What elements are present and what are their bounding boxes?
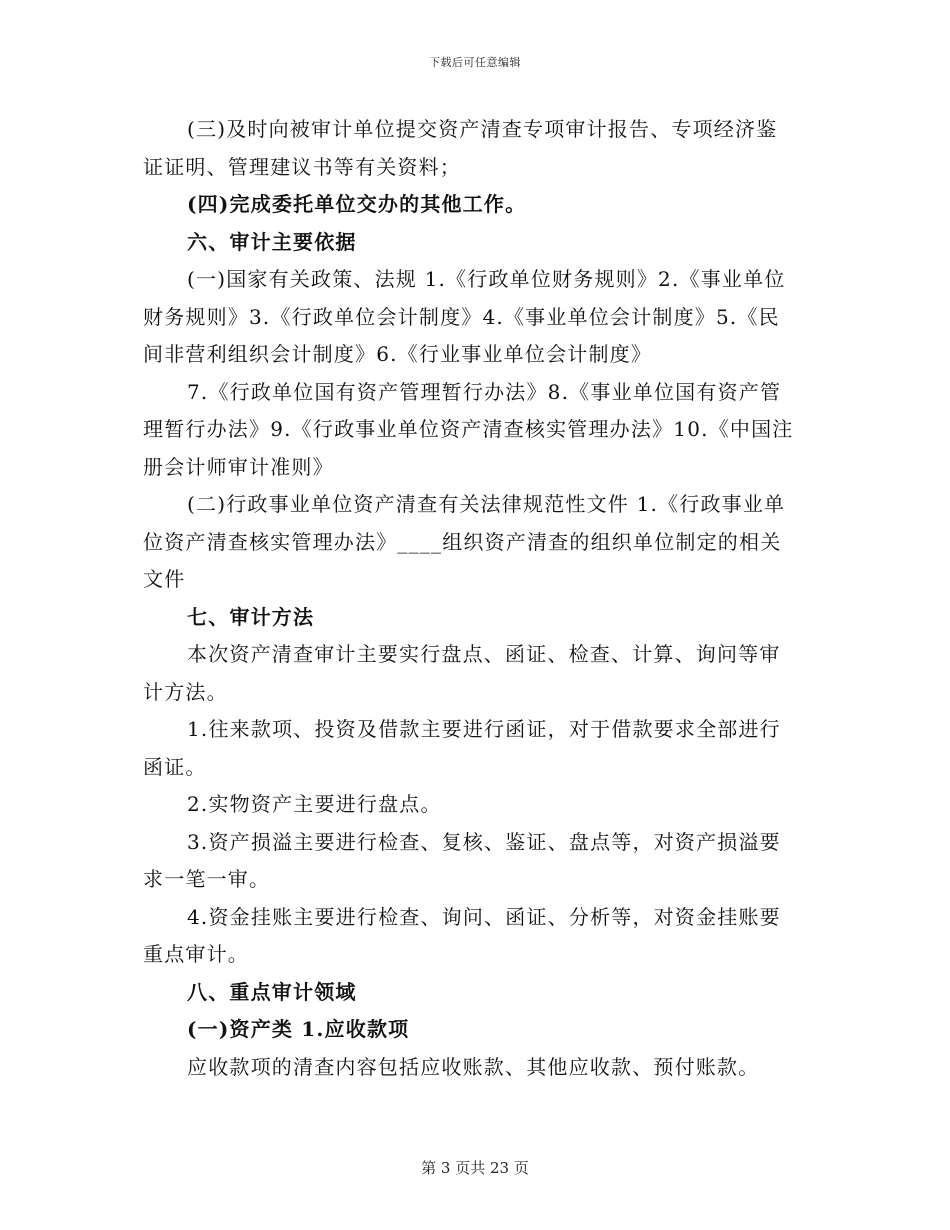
paragraph-line: 1.往来款项、投资及借款主要进行函证，对于借款要求全部进行 (187, 717, 781, 741)
paragraph-line: 求一笔一审。 (143, 867, 271, 891)
paragraph-line: (一)国家有关政策、法规 1.《行政单位财务规则》2.《事业单位 (187, 267, 786, 291)
paragraph-line: 4.资金挂账主要进行检查、询问、函证、分析等，对资金挂账要 (187, 904, 781, 929)
paragraph-line: 重点审计。 (143, 942, 249, 966)
paragraph-line: 位资产清查核实管理办法》____组织资产清查的组织单位制定的相关 (143, 529, 782, 554)
page-header: 下载后可任意编辑 (429, 56, 521, 69)
paragraph-line: 2.实物资产主要进行盘点。 (187, 792, 442, 816)
paragraph-line: 册会计师审计准则》 (143, 454, 334, 479)
paragraph-line: 理暂行办法》9.《行政事业单位资产清查核实管理办法》10.《中国注 (143, 417, 794, 441)
paragraph-line: 计方法。 (143, 679, 228, 704)
document-body (143, 111, 803, 1086)
paragraph-line: (三)及时向被审计单位提交资产清查专项审计报告、专项经济鉴 (187, 117, 778, 141)
subsection-heading: (一)资产类 1.应收款项 (187, 1017, 410, 1041)
paragraph-line: 本次资产清查审计主要实行盘点、函证、检查、计算、询问等审 (187, 642, 781, 666)
paragraph-line: 函证。 (143, 754, 207, 779)
paragraph-line: 间非营利组织会计制度》6.《行业事业单位会计制度》 (143, 342, 653, 366)
paragraph-line: 7.《行政单位国有资产管理暂行办法》8.《事业单位国有资产管 (187, 379, 782, 404)
paragraph-line: (二)行政事业单位资产清查有关法律规范性文件 1.《行政事业单 (187, 492, 786, 516)
section-heading: 六、审计主要依据 (187, 229, 357, 254)
section-heading: 八、重点审计领域 (187, 979, 357, 1004)
section-heading: 七、审计方法 (187, 604, 315, 629)
page-footer: 第 3 页共 23 页 (421, 1159, 529, 1177)
paragraph-line: 3.资产损溢主要进行检查、复核、鉴证、盘点等，对资产损溢要 (187, 829, 781, 854)
paragraph-line: 财务规则》3.《行政单位会计制度》4.《事业单位会计制度》5.《民 (143, 304, 780, 329)
paragraph-line: (四)完成委托单位交办的其他工作。 (187, 192, 527, 216)
paragraph-line: 证证明、管理建议书等有关资料； (143, 154, 461, 179)
paragraph-line: 文件 (143, 567, 186, 591)
paragraph-line: 应收款项的清查内容包括应收账款、其他应收款、预付账款。 (187, 1054, 760, 1079)
